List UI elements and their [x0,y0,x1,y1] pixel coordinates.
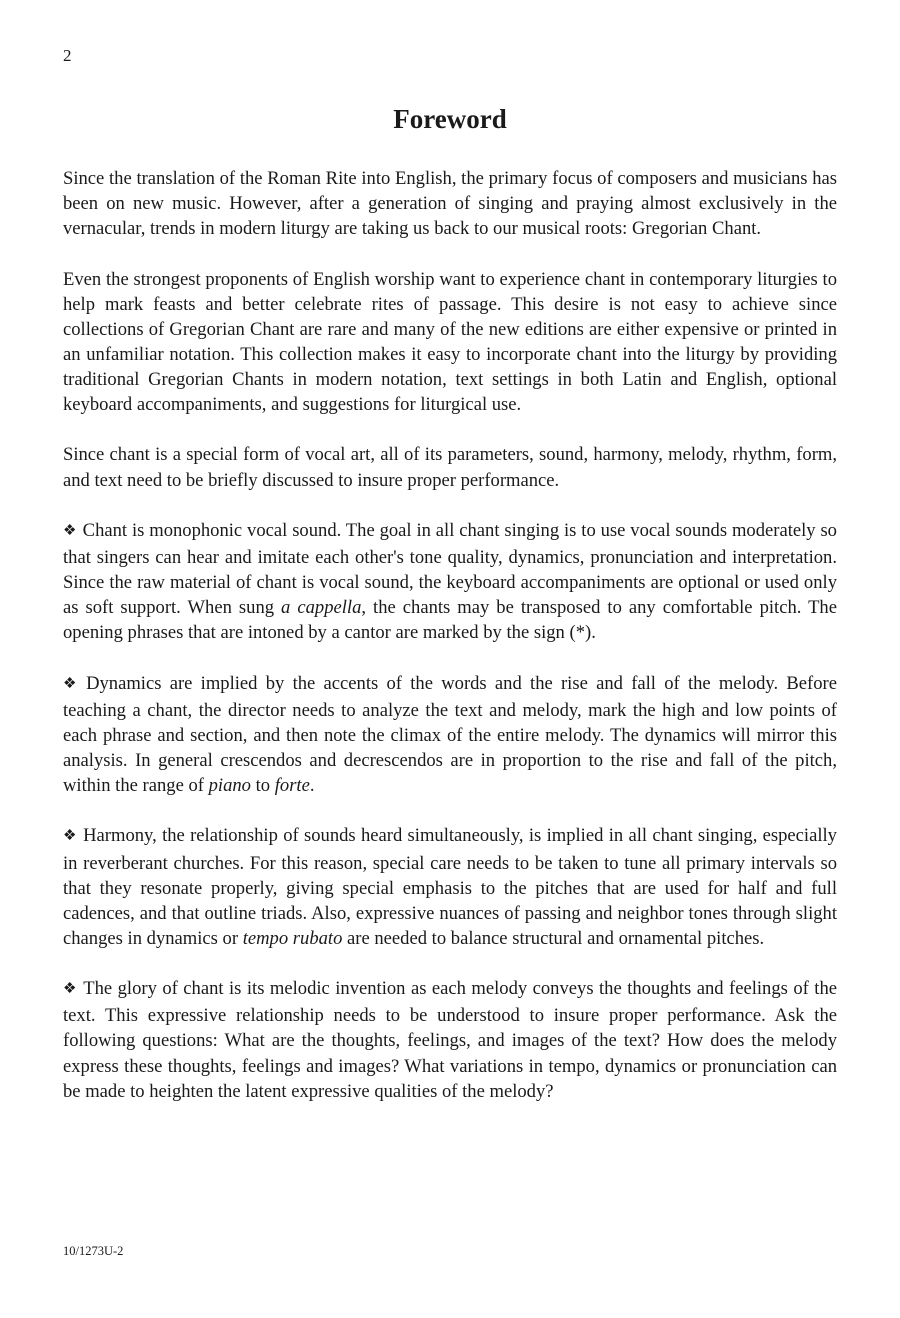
dynamics-text-piano: piano [208,775,251,797]
harmony-text-b: are needed to balance structural and ornamental pitches. [342,927,765,949]
melody-text: The glory of chant is its melodic invention as each melody conveys the thoughts and feelings of the text. This expressive relationship needs to be understood to insure proper performance. Ask the following questions: What are the thoughts, feelings, and images of the text? How does the melody express these thoughts, feelings and images? What variations in tempo, dynamics or pronunciation can be made to heighten the latent expressive qualities of the melody? [63,978,837,1102]
paragraph-dynamics [63,671,837,798]
page-number: 2 [63,46,72,65]
harmony-text-italic: tempo rubato [242,927,343,949]
paragraph-parameters: Since chant is a special form of vocal art, all of its parameters, sound, harmony, melody, rhythm, form, and text need to be briefly discussed to insure proper performance. [63,444,837,491]
harmony-text-a: Harmony, the relationship of sounds heard simultaneously, is implied in all chant singing, especially in reverberant churches. For this reason, special care needs to be taken to tune all primary intervals so that they resonate properly, giving special emphasis to the pitches that are used for half and full cadences, and that outline triads. Also, expressive nuances of passing and neighbor tones through slight changes in dynamics or [63,825,837,949]
paragraph-harmony [63,823,837,950]
bullet-icon: ❖ [63,675,81,692]
sound-text-italic: a cappella [281,597,362,619]
paragraph-proponents: Even the strongest proponents of English worship want to experience chant in contemporary liturgies to help mark feasts and better celebrate rites of passage. This desire is not easy to achieve since collections of Gregorian Chant are rare and many of the new editions are either expensive or printed in an unfamiliar notation. This collection makes it easy to incorporate chant into the liturgy by providing traditional Gregorian Chants in modern notation, text settings in both Latin and English, optional keyboard accompaniments, and suggestions for liturgical use. [63,268,837,416]
footer-catalog-code: 10/1273U-2 [63,1244,124,1258]
dynamics-text-forte: forte [274,775,310,797]
bullet-icon: ❖ [63,828,78,845]
dynamics-text-mid: to [250,775,275,797]
sound-text-a: Chant is monophonic vocal sound. The goal in all chant singing is to use vocal sounds moderately so that singers can hear and imitate each other's tone quality, dynamics, pronunciation and interpretation. Since the raw material of chant is vocal sound, the keyboard accompaniments are optional or used only as soft support. When sung [63,519,837,619]
dynamics-text-a: Dynamics are implied by the accents of the words and the rise and fall of the melody. Before teaching a chant, the director needs to analyze the text and melody, mark the high and low points of each phrase and section, and then note the climax of the entire melody. The dynamics will mirror this analysis. In general crescendos and decrescendos are in proportion to the rise and fall of the pitch, within the range of [63,672,837,797]
paragraph-melody [63,976,837,1103]
sound-text-b: , the chants may be transposed to any comfortable pitch. The opening phrases that are intoned by a cantor are marked by the sign (*). [63,597,837,644]
dynamics-text-end: . [309,775,315,797]
page-title: Foreword [393,104,507,134]
bullet-icon: ❖ [63,981,78,998]
paragraph-intro: Since the translation of the Roman Rite into English, the primary focus of composers and musicians has been on new music. However, after a generation of singing and praying almost exclusively in the vernacular, trends in modern liturgy are taking us back to our musical roots: Gregorian Chant. [63,168,837,240]
paragraph-sound [63,518,837,645]
bullet-icon: ❖ [63,522,77,539]
foreword-body [63,166,837,1129]
